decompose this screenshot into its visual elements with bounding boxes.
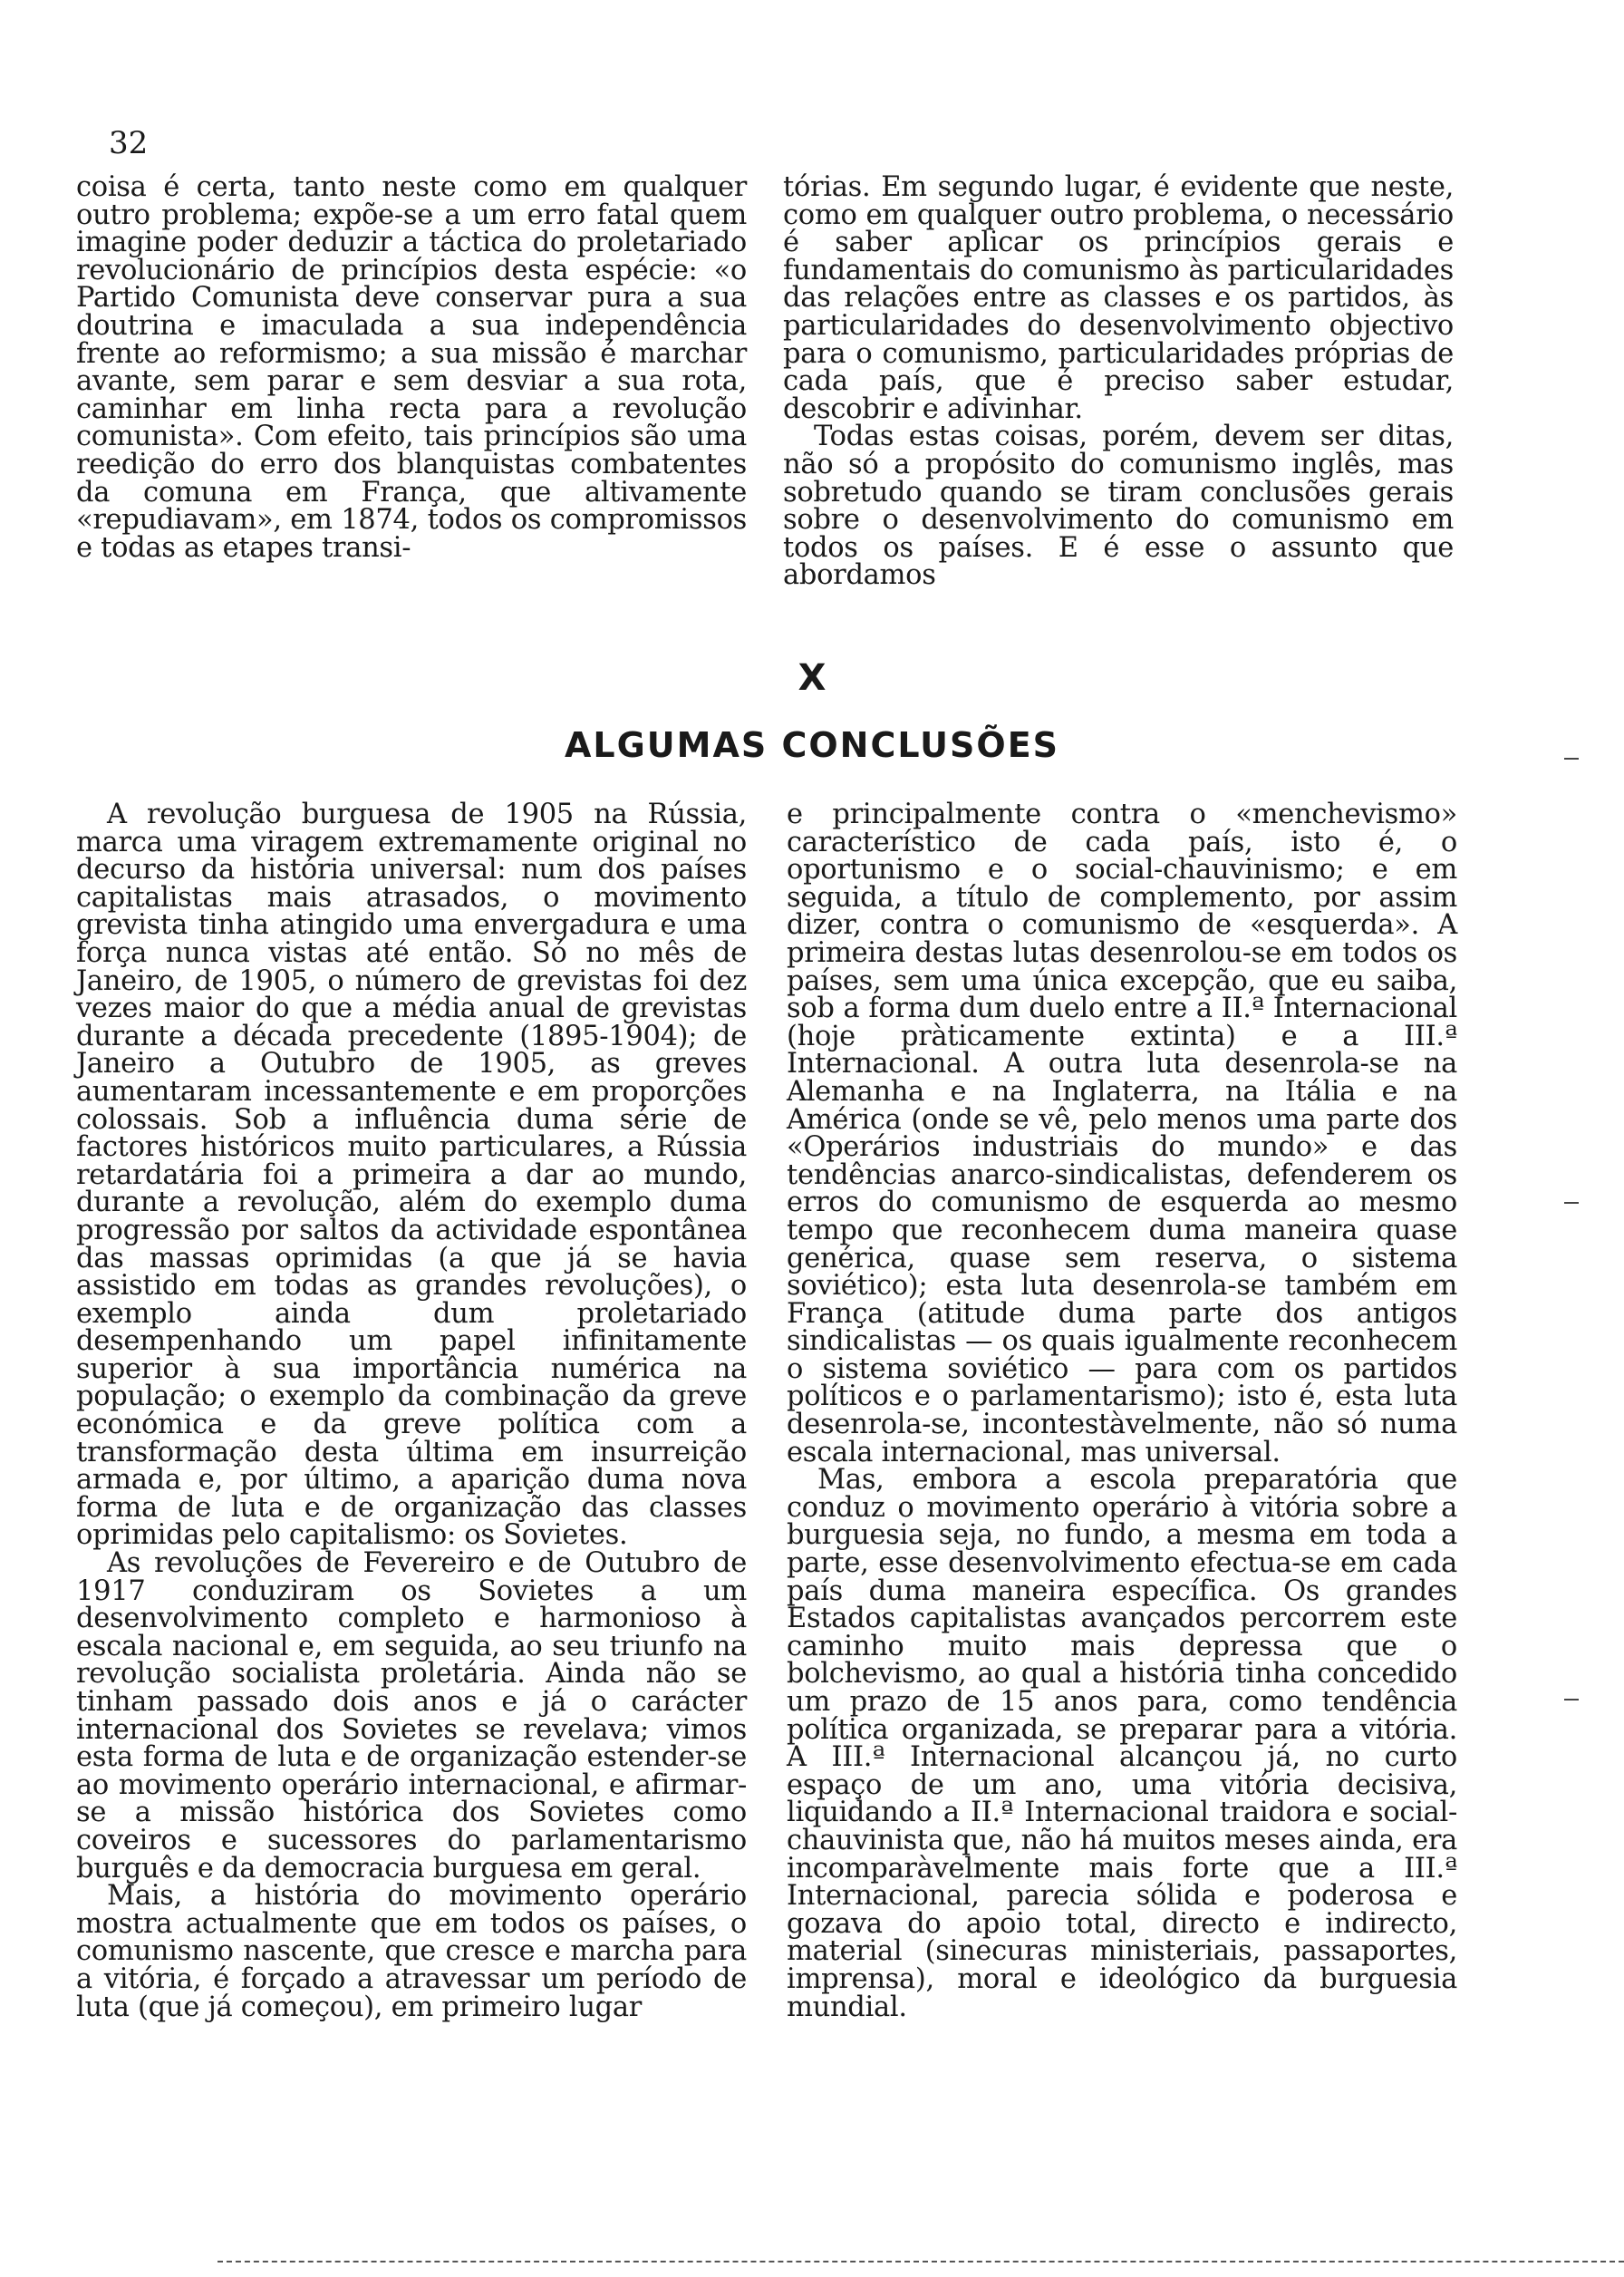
margin-mark (1564, 1202, 1579, 1204)
paragraph: As revoluções de Fevereiro e de Outubro de 1917 conduziram os Sovietes a um desenvolvimento completo e harmonioso à escala nacional e, em seguida, ao seu triunfo na revolução socialista proletária. Ainda não se tinham passado dois anos e já o carácter internacional dos Sovietes se revelava; vimos esta forma de luta e de organização estender-se ao movimento operário internacional, e afirmar-se a missão histórica dos Sovietes como coveiros e sucessores do parlamentarismo burguês e da democracia burguesa em geral. (76, 1547, 747, 1885)
bottom-rule (218, 2261, 1624, 2262)
chapter-number: X (798, 657, 826, 699)
paragraph: A revolução burguesa de 1905 na Rússia, marca uma viragem extremamente original no decurso da história universal: num dos países capitalistas mais atrasados, o movimento grevista tinha atingido uma envergadura e uma força nunca vistas até então. Só no mês de Janeiro, de 1905, o número de grevistas foi dez vezes maior do que a média anual de grevistas durante a década precedente (1895-1904); de Janeiro a Outubro de 1905, as greves aumentaram incessantemente e em proporções colossais. Sob a influência duma série de factores históricos muito particulares, a Rússia retardatária foi a primeira a dar ao mundo, durante a revolução, além do exemplo duma progressão por saltos da actividade espontânea das massas oprimidas (a que já se havia assistido em todas as grandes revoluções), o exemplo ainda dum proletariado desempenhando um papel infinitamente superior à sua importância numérica na população; o exemplo da combinação da greve económica e da greve política com a transformação desta última em insurreição armada e, por último, a aparição duma nova forma de luta e de organização das classes oprimidas pelo capitalismo: os Sovietes. (76, 799, 747, 1552)
page-number: 32 (109, 125, 149, 161)
paragraph: tórias. Em segundo lugar, é evidente que neste, como em qualquer outro problema, o necessário é saber aplicar os princípios gerais e fundamentais do comunismo às particularidades das relações entre as classes e os partidos, às particularidades do desenvolvimento objectivo para o comunismo, particularidades próprias de cada país, que é preciso saber estudar, descobrir e adivinhar. (783, 171, 1454, 425)
column-top-right (783, 171, 1454, 592)
margin-mark (1564, 758, 1579, 760)
margin-mark (1564, 1699, 1579, 1700)
column-bottom-right (787, 801, 1457, 2021)
paragraph: coisa é certa, tanto neste como em qualquer outro problema; expõe-se a um erro fatal quem imagine poder deduzir a táctica do proletariado revolucionário de princípios desta espécie: «o Partido Comunista deve conservar pura a sua doutrina e imaculada a sua independência frente ao reformismo; a sua missão é marchar avante, sem parar e sem desviar a sua rota, caminhar em linha recta para a revolução comunista». Com efeito, tais princípios são uma reedição do erro dos blanquistas combatentes da comuna em França, que altivamente «repudiavam», em 1874, todos os compromissos e todas as etapes transi- (76, 171, 747, 564)
column-bottom-left (76, 801, 747, 2021)
paragraph: Mas, embora a escola preparatória que conduz o movimento operário à vitória sobre a burguesia seja, no fundo, a mesma em toda a parte, esse desenvolvimento efectua-se em cada país duma maneira específica. Os grandes Estados capitalistas avançados percorrem este caminho muito mais depressa que o bolchevismo, ao qual a história tinha concedido um prazo de 15 anos para, como tendência política organizada, se preparar para a vitória. A III.ª Internacional alcançou já, no curto espaço de um ano, uma vitória decisiva, liquidando a II.ª Internacional traidora e social-chauvinista que, não há muitos meses ainda, era incomparàvelmente mais forte que a III.ª Internacional, parecia sólida e poderosa e gozava do apoio total, directo e indirecto, material (sinecuras ministeriais, passaportes, imprensa), moral e ideológico da burguesia mundial. (787, 1464, 1457, 2023)
paragraph: Todas estas coisas, porém, devem ser ditas, não só a propósito do comunismo inglês, mas sobretudo quando se tiram conclusões gerais sobre o desenvolvimento do comunismo em todos os países. E é esse o assunto que abordamos (783, 421, 1454, 592)
paragraph: e principalmente contra o «menchevismo» característico de cada país, isto é, o oportunismo e o social-chauvinismo; e em seguida, a título de complemento, por assim dizer, contra o comunismo de «esquerda». A primeira destas lutas desenrolou-se em todos os países, sem uma única excepção, que eu saiba, sob a forma dum duelo entre a II.ª Internacional (hoje pràticamente extinta) e a III.ª Internacional. A outra luta desenrola-se na Alemanha e na Inglaterra, na Itália e na América (onde se vê, pelo menos uma parte dos «Operários industriais do mundo» e das tendências anarco-sindicalistas, defenderem os erros do comunismo de esquerda ao mesmo tempo que reconhecem duma maneira quase genérica, quase sem reserva, o sistema soviético); esta luta desenrola-se também em França (atitude duma parte dos antigos sindicalistas — os quais igualmente reconhecem o sistema soviético — para com os partidos políticos e o parlamentarismo); isto é, esta luta desenrola-se, incontestàvelmente, não só numa escala internacional, mas universal. (787, 799, 1457, 1468)
chapter-title: ALGUMAS CONCLUSÕES (564, 725, 1060, 765)
paragraph: Mais, a história do movimento operário mostra actualmente que em todos os países, o comunismo nascente, que cresce e marcha para a vitória, é forçado a atravessar um período de luta (que já começou), em primeiro lugar (76, 1880, 747, 2023)
column-top-left (76, 171, 747, 564)
